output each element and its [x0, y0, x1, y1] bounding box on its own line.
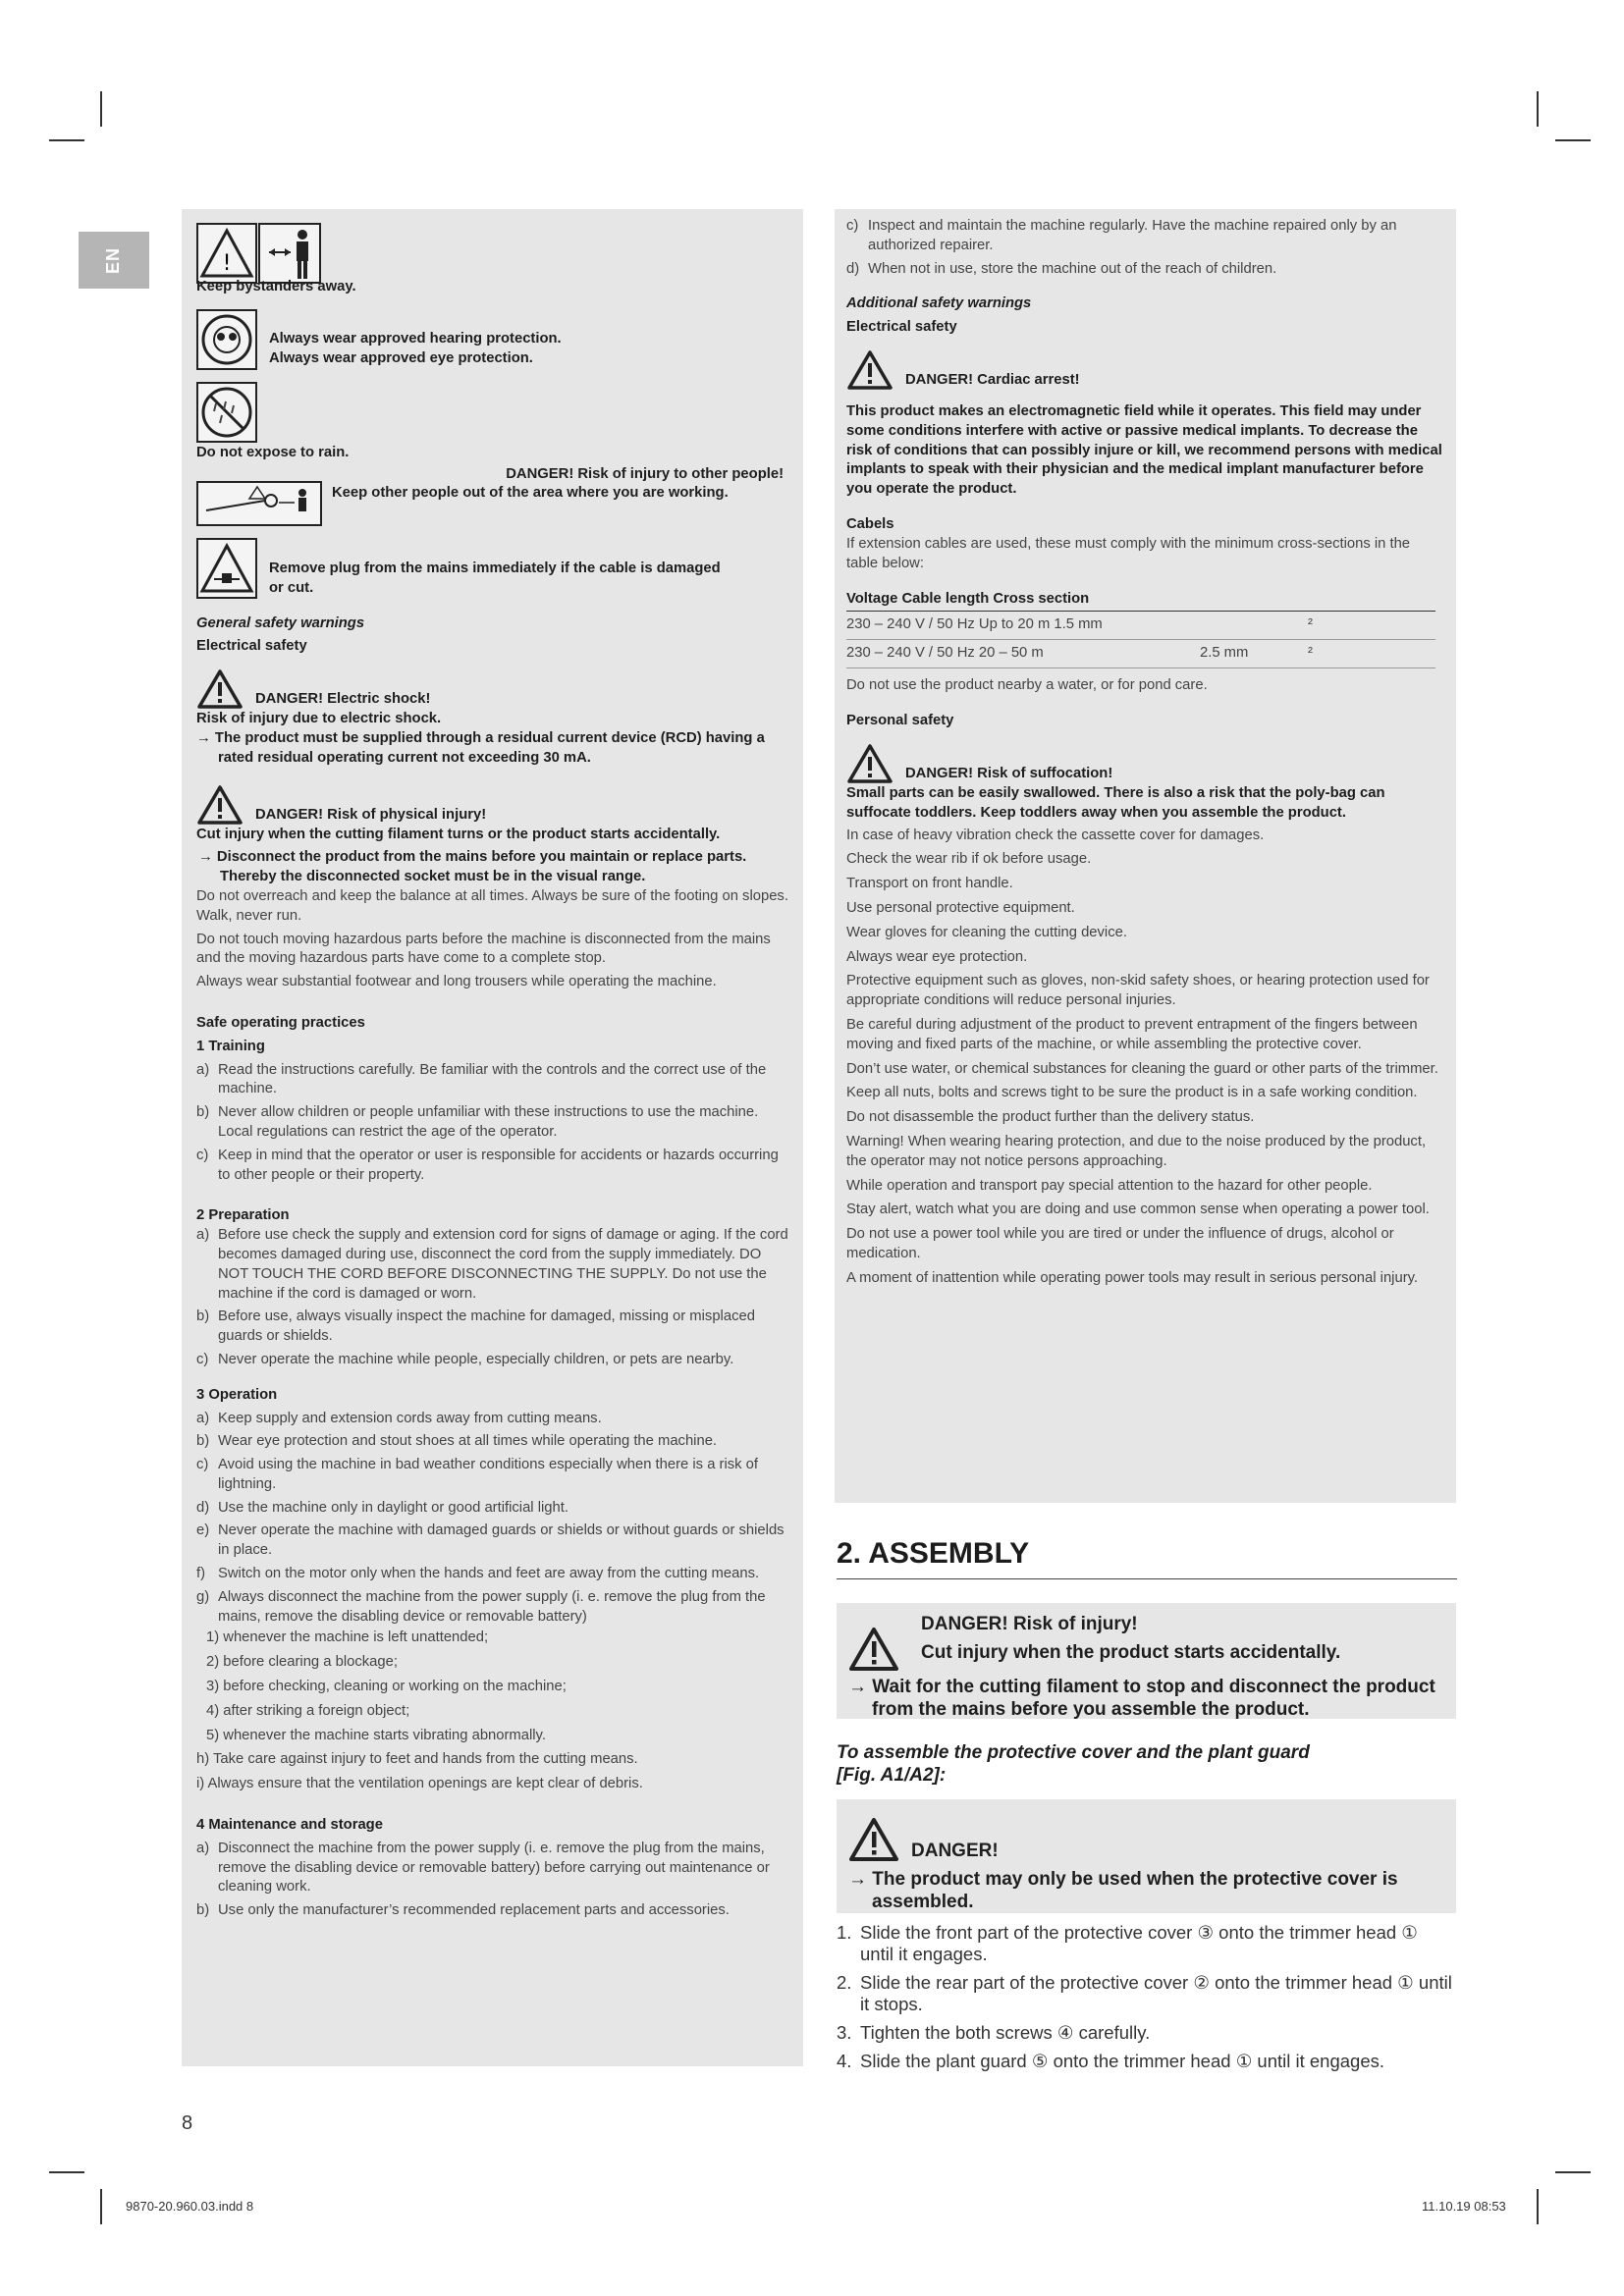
list-item: b) Before use, always visually inspect the machine for damaged, missing or misplaced guards or shields. — [196, 1308, 755, 1345]
paragraph: Use personal protective equipment. — [846, 899, 1075, 916]
list-item: d) When not in use, store the machine out of the reach of children. — [846, 260, 1277, 277]
bystanders-text: Keep bystanders away. — [196, 279, 356, 294]
assembly-subheading: To assemble the protective cover and the plant guard [Fig. A1/A2]: — [837, 1742, 1310, 1786]
paragraph: Transport on front handle. — [846, 876, 1013, 892]
protective-cover-danger-title: DANGER! — [911, 1841, 999, 1861]
paragraph: Do not use a power tool while you are tired or under the influence of drugs, alcohol or medication. — [846, 1226, 1394, 1261]
list-item: h) Take care against injury to feet and hands from the cutting means. — [196, 1751, 638, 1768]
list-item: e) Never operate the machine with damaged guards or shields or without guards or shields in place. — [196, 1522, 785, 1559]
list-item: g) Always disconnect the machine from the power supply (i. e. remove the plug from the mains, remove the disabling device or removable battery) — [196, 1588, 766, 1625]
thrown-objects-icon — [196, 481, 322, 526]
sub-item: 4) after striking a foreign object; — [206, 1702, 410, 1719]
warning-triangle-icon — [848, 1817, 899, 1862]
electrical-safety-heading: Electrical safety — [196, 638, 307, 655]
danger-people-row — [196, 465, 789, 526]
paragraph: Do not overreach and keep the balance at all times. Always be sure of the footing on slopes. Walk, never run. — [196, 887, 788, 924]
sub-item: 2) before clearing a blockage; — [206, 1654, 398, 1671]
step-item: 2. Slide the rear part of the protective cover ② onto the trimmer head ① until it stops. — [837, 1972, 1452, 2014]
list-item: f) Switch on the motor only when the hands and feet are away from the cutting means. — [196, 1566, 760, 1582]
bystanders-icon — [196, 223, 322, 284]
training-heading: 1 Training — [196, 1038, 265, 1054]
list-item: b) Wear eye protection and stout shoes at all times while operating the machine. — [196, 1433, 718, 1450]
paragraph: Check the wear rib if ok before usage. — [846, 851, 1092, 868]
assembly-steps — [837, 1922, 1455, 2079]
remove-plug-icon — [196, 538, 257, 599]
list-item: b) Never allow children or people unfamiliar with these instructions to use the machine. Local regulations can restrict the age of the operator. — [196, 1104, 759, 1140]
paragraph: A moment of inattention while operating power tools may result in serious personal injury. — [846, 1269, 1419, 1286]
hearing-eye-protection-icon — [196, 309, 257, 370]
crop-mark — [100, 91, 102, 127]
assembly-danger-title: DANGER! Risk of injury! — [921, 1614, 1138, 1634]
cabels-text: If extension cables are used, these must comply with the minimum cross-sections in the table below: — [846, 535, 1411, 571]
paragraph: Stay alert, watch what you are doing and use common sense when operating a power tool. — [846, 1201, 1430, 1218]
safe-operating-heading: Safe operating practices — [196, 1014, 365, 1031]
table-row: 230 – 240 V / 50 Hz 20 – 50 m 2.5 mm ² — [846, 640, 1435, 668]
cabels-heading: Cabels — [846, 515, 894, 532]
sub-item: 1) whenever the machine is left unattended; — [206, 1629, 489, 1646]
cardiac-text: This product makes an electromagnetic field while it operates. This field may under some conditions interfere with active or passive medical implants. To decrease the risk of conditions that can possibly injure or kill, we recommend persons with medical implants to speak with their physician and the medical implant manufacturer before you operate the product. — [846, 402, 1442, 498]
protection-symbol-row — [196, 309, 789, 370]
crop-mark — [1537, 2189, 1539, 2224]
assembly-danger-sub: Cut injury when the product starts accidentally. — [921, 1642, 1341, 1663]
warning-triangle-icon — [846, 349, 893, 391]
paragraph: Don’t use water, or chemical substances for cleaning the guard or other parts of the trimmer. — [846, 1060, 1438, 1077]
warning-triangle-icon — [846, 743, 893, 784]
warning-triangle-icon — [848, 1627, 899, 1672]
suffocation-title: DANGER! Risk of suffocation! — [905, 766, 1113, 782]
paragraph: Be careful during adjustment of the product to prevent entrapment of the fingers between moving and fixed parts of the machine, or while assembling the protective cover. — [846, 1016, 1418, 1052]
danger-people-title: DANGER! Risk of injury to other people! — [506, 465, 784, 482]
physical-injury-sub: Cut injury when the cutting filament turns or the product starts accidentally. — [196, 826, 721, 842]
list-item: c) Avoid using the machine in bad weather conditions especially when there is a risk of lightning. — [196, 1457, 758, 1492]
footer-timestamp: 11.10.19 08:53 — [1422, 2199, 1506, 2214]
right-column — [835, 209, 1456, 1503]
paragraph: Always wear substantial footwear and long trousers while operating the machine. — [196, 974, 717, 990]
remove-plug-text: Remove plug from the mains immediately if the cable is damaged or cut. — [269, 561, 721, 596]
list-item: i) Always ensure that the ventilation openings are kept clear of debris. — [196, 1776, 643, 1792]
list-item: c) Inspect and maintain the machine regularly. Have the machine repaired only by an authorized repairer. — [846, 218, 1397, 253]
list-item: b) Use only the manufacturer’s recommended replacement parts and accessories. — [196, 1902, 730, 1919]
paragraph: While operation and transport pay special attention to the hazard for other people. — [846, 1177, 1373, 1194]
assembly-heading: 2. ASSEMBLY — [837, 1537, 1457, 1579]
physical-injury-action: → Disconnect the product from the mains before you maintain or replace parts. Thereby the disconnected socket must be in the visual range. — [198, 849, 747, 885]
paragraph: Warning! When wearing hearing protection, and due to the noise produced by the product, the operator may not notice persons approaching. — [846, 1133, 1427, 1169]
crop-mark — [100, 2189, 102, 2224]
electric-shock-title: DANGER! Electric shock! — [255, 691, 431, 708]
cardiac-warning — [846, 349, 1444, 391]
paragraph: Do not use the product nearby a water, or for pond care. — [846, 677, 1208, 694]
suffocation-text: Small parts can be easily swallowed. There is also a risk that the poly-bag can suffocate toddlers. Keep toddlers away when you assemble the product. — [846, 784, 1385, 821]
list-item: c) Never operate the machine while people, especially children, or pets are nearby. — [196, 1351, 734, 1367]
maintenance-heading: 4 Maintenance and storage — [196, 1817, 383, 1834]
paragraph: Keep all nuts, bolts and screws tight to be sure the product is in a safe working condition. — [846, 1085, 1418, 1101]
step-item: 1. Slide the front part of the protective cover ③ onto the trimmer head ① until it engages. — [837, 1922, 1418, 1964]
paragraph: In case of heavy vibration check the cassette cover for damages. — [846, 827, 1265, 843]
general-safety-heading: General safety warnings — [196, 614, 365, 631]
crop-mark — [49, 2171, 84, 2173]
sub-item: 5) whenever the machine starts vibrating abnormally. — [206, 1727, 546, 1743]
list-item: c) Keep in mind that the operator or user is responsible for accidents or hazards occurring to other people or their property. — [196, 1147, 779, 1183]
bystanders-symbol-row — [196, 223, 789, 284]
preparation-heading: 2 Preparation — [196, 1207, 290, 1224]
list-item: a) Keep supply and extension cords away from cutting means. — [196, 1410, 602, 1426]
svg-text:!: ! — [222, 251, 232, 276]
paragraph: Wear gloves for cleaning the cutting device. — [846, 924, 1127, 940]
list-item: a) Read the instructions carefully. Be familiar with the controls and the correct use of the machine. — [196, 1061, 767, 1097]
table-header: Voltage Cable length Cross section — [846, 589, 1435, 612]
plug-row — [196, 538, 789, 599]
list-item: a) Before use check the supply and extension cord for signs of damage or aging. If the cord becomes damaged during use, disconnect the cord from the supply immediately. DO NOT TOUCH THE CORD BEFORE DISCONNECTING THE SUPPLY. Do not use the machine if the cord is damaged or worn. — [196, 1227, 788, 1302]
step-item: 4. Slide the plant guard ⑤ onto the trimmer head ① until it engages. — [837, 2051, 1385, 2071]
left-column — [182, 209, 803, 2066]
crop-mark — [1555, 139, 1591, 141]
cable-table — [846, 589, 1435, 668]
paragraph: Do not disassemble the product further than the delivery status. — [846, 1109, 1255, 1126]
protective-cover-danger-header — [848, 1817, 1444, 1862]
electric-shock-action: → The product must be supplied through a residual current device (RCD) having a rated residual operating current not exceeding 30 mA. — [196, 729, 765, 766]
electric-shock-warning — [196, 668, 789, 710]
footer-file: 9870-20.960.03.indd 8 — [126, 2199, 254, 2214]
page-number: 8 — [182, 2112, 193, 2134]
eye-protection-text: Always wear approved eye protection. — [269, 349, 533, 366]
assembly-danger-header — [848, 1613, 1444, 1672]
paragraph: Protective equipment such as gloves, non-skid safety shoes, or hearing protection used for appropriate conditions will reduce personal injuries. — [846, 973, 1430, 1009]
language-tab: EN — [79, 232, 149, 289]
assembly-danger-action: → Wait for the cutting filament to stop and disconnect the product from the mains before you assemble the product. — [848, 1677, 1435, 1720]
warning-triangle-icon — [196, 784, 244, 826]
no-rain-icon — [196, 382, 257, 443]
danger-people-text: Keep other people out of the area where you are working. — [332, 485, 729, 502]
operation-heading: 3 Operation — [196, 1386, 278, 1403]
crop-mark — [49, 139, 84, 141]
list-item: a) Disconnect the machine from the power supply (i. e. remove the plug from the mains, remove the disabling device or removable battery) before carrying out maintenance or cleaning work. — [196, 1840, 770, 1896]
table-row: 230 – 240 V / 50 Hz Up to 20 m 1.5 mm ² — [846, 612, 1435, 640]
cardiac-title: DANGER! Cardiac arrest! — [905, 372, 1080, 389]
crop-mark — [1555, 2171, 1591, 2173]
physical-injury-warning — [196, 784, 789, 826]
list-item: d) Use the machine only in daylight or good artificial light. — [196, 1499, 568, 1516]
warning-triangle-icon — [196, 668, 244, 710]
hearing-protection-text: Always wear approved hearing protection. — [269, 331, 562, 347]
protective-cover-danger-box — [837, 1799, 1456, 1913]
electrical-safety-heading: Electrical safety — [846, 319, 957, 336]
sub-item: 3) before checking, cleaning or working on the machine; — [206, 1679, 567, 1695]
additional-safety-heading: Additional safety warnings — [846, 295, 1032, 312]
paragraph: Do not touch moving hazardous parts before the machine is disconnected from the mains and the moving hazardous parts have come to a complete stop. — [196, 931, 771, 967]
physical-injury-title: DANGER! Risk of physical injury! — [255, 806, 487, 823]
protective-cover-danger-action: → The product may only be used when the protective cover is assembled. — [848, 1869, 1398, 1912]
no-rain-text: Do not expose to rain. — [196, 444, 350, 460]
step-item: 3. Tighten the both screws ④ carefully. — [837, 2022, 1151, 2043]
paragraph: Always wear eye protection. — [846, 948, 1028, 965]
suffocation-warning — [846, 743, 1444, 784]
crop-mark — [1537, 91, 1539, 127]
assembly-danger-box — [837, 1603, 1456, 1719]
personal-safety-heading: Personal safety — [846, 713, 954, 729]
electric-shock-sub: Risk of injury due to electric shock. — [196, 711, 442, 727]
